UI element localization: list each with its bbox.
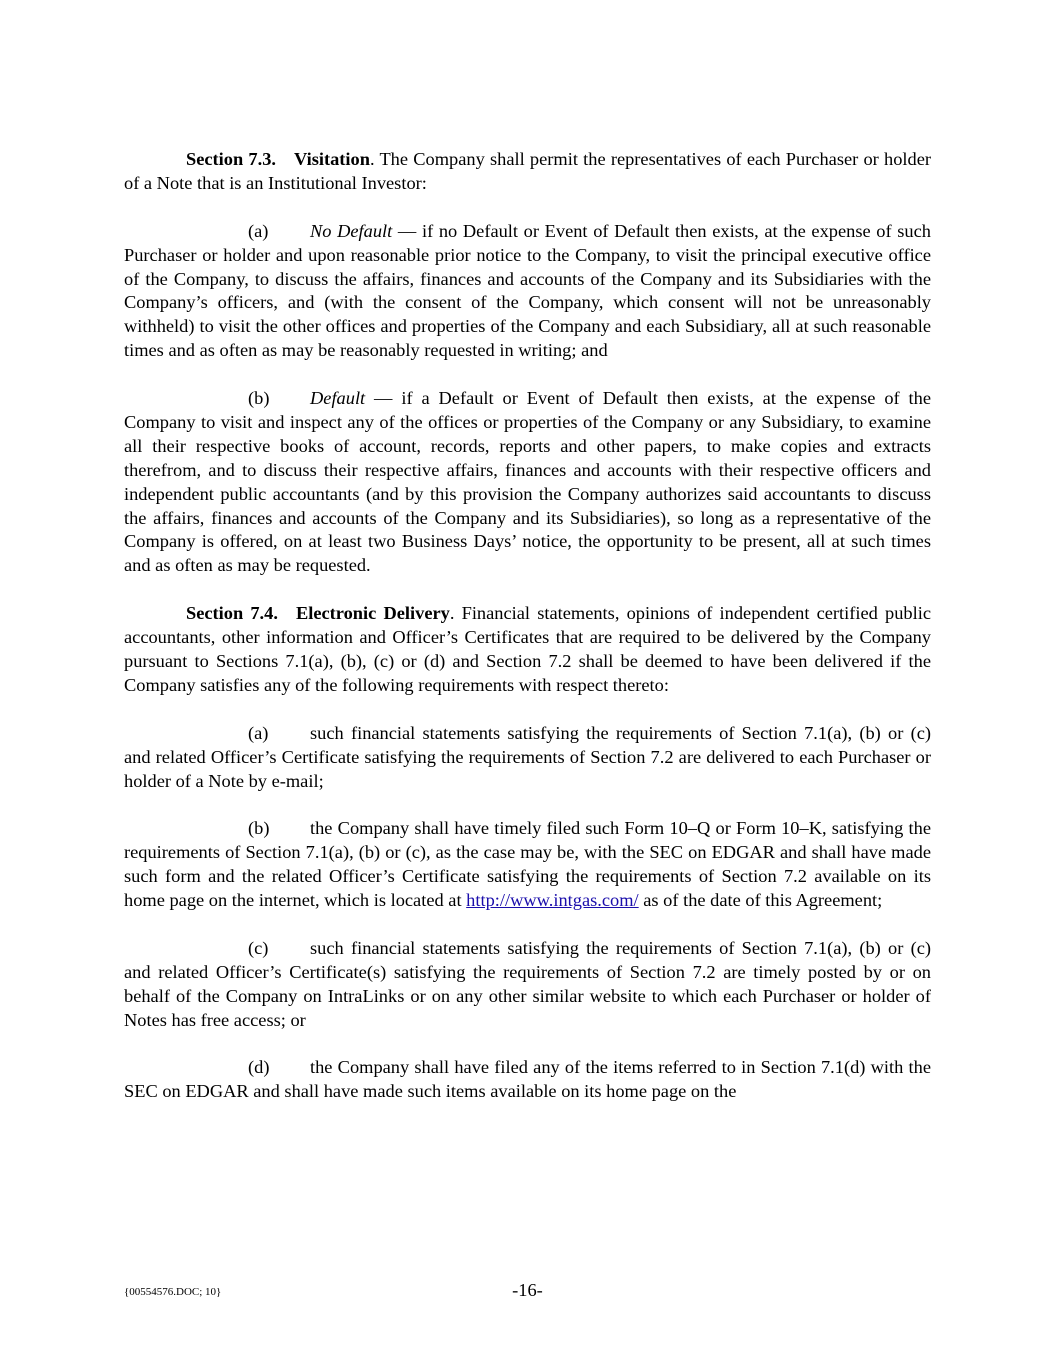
clause-tail: as of the date of this Agreement; xyxy=(638,890,883,911)
document-body xyxy=(124,148,931,1128)
section-7-3-heading: Section 7.3. xyxy=(186,149,277,169)
section-7-3-b-paragraph xyxy=(124,387,931,578)
section-7-4-c-paragraph xyxy=(124,937,931,1033)
clause-text: — if a Default or Event of Default then exists, at the expense of the Company to visit and inspect any of the offices or properties of the Company or any Subsidiary, to examine all their respective books of account, records, reports and other papers, to make copies and extracts therefrom, and to discuss their respective affairs, finances and accounts with their respective officers and independent public accountants (and by this provision the Company authorizes said accountants to discuss the affairs, finances and accounts of the Company and its Subsidiaries), so long as a representative of the Company is offered, on at least two Business Days’ notice, the opportunity to be present, all at such times and as often as may be requested. xyxy=(124,388,931,576)
clause-term: No Default xyxy=(310,220,393,241)
section-7-4-paragraph xyxy=(124,602,931,698)
section-7-4-a-paragraph xyxy=(124,722,931,794)
clause-text: the Company shall have filed any of the items referred to in Section 7.1(d) with the SEC on EDGAR and shall have made such items available on its home page on the xyxy=(124,1057,931,1102)
clause-marker: (a) xyxy=(248,722,269,743)
clause-term: Default xyxy=(310,388,366,409)
website-link[interactable]: http://www.intgas.com/ xyxy=(466,890,639,911)
clause-marker: (d) xyxy=(248,1057,270,1078)
clause-text: the Company shall have timely filed such Form 10–Q or Form 10–K, satisfying the requirements of Section 7.1(a), (b) or (c), as the case may be, with the SEC on EDGAR and shall have made such form and the related Officer’s Certificate satisfying the requirements of Section 7.2 available on its home page on the internet, which is located at xyxy=(124,818,931,911)
clause-text: — if no Default or Event of Default then exists, at the expense of such Purchaser or holder and upon reasonable prior notice to the Company, to visit the principal executive office of the Company, to discuss the affairs, finances and accounts of the Company and its Subsidiaries with the Company’s officers, and (with the consent of the Company, which consent will not be unreasonably withheld) to visit the other offices and properties of the Company and each Subsidiary, all at such reasonable times and as often as may be reasonably requested in writing; and xyxy=(124,220,931,361)
clause-text: such financial statements satisfying the requirements of Section 7.1(a), (b) or (c) and related Officer’s Certificate satisfying the requirements of Section 7.2 are delivered to each Purchaser or holder of a Note by e-mail; xyxy=(124,722,931,791)
section-7-3-a-paragraph xyxy=(124,220,931,363)
clause-text: such financial statements satisfying the requirements of Section 7.1(a), (b) or (c) and related Officer’s Certificate(s) satisfying the requirements of Section 7.2 are timely posted by or on behalf of the Company on IntraLinks or on any other similar website to which each Purchaser or holder of Notes has free access; or xyxy=(124,937,931,1030)
page-number: -16- xyxy=(512,1280,543,1300)
section-7-4-intro: . Financial statements, opinions of independent certified public accountants, other information and Officer’s Certificates that are required to be delivered by the Company pursuant to Sections 7.1(a), (b), (c) or (d) and Section 7.2 shall be deemed to have been delivered if the Company satisfies any of the following requirements with respect thereto: xyxy=(124,603,931,695)
clause-marker: (b) xyxy=(248,818,270,839)
clause-marker: (a) xyxy=(248,220,269,241)
section-7-4-d-paragraph xyxy=(124,1056,931,1104)
section-7-3-title: Visitation xyxy=(294,149,370,169)
footer-doc-id: {00554576.DOC; 10} xyxy=(124,1286,222,1298)
clause-marker: (c) xyxy=(248,937,269,958)
section-7-3-paragraph xyxy=(124,148,931,196)
section-7-4-title: Electronic Delivery xyxy=(295,603,450,624)
section-7-4-heading: Section 7.4. xyxy=(186,603,278,624)
clause-marker: (b) xyxy=(248,388,270,409)
section-7-4-b-paragraph xyxy=(124,817,931,913)
section-7-3-intro: . The Company shall permit the representatives of each Purchaser or holder of a Note that is an Institutional Investor: xyxy=(124,149,931,193)
